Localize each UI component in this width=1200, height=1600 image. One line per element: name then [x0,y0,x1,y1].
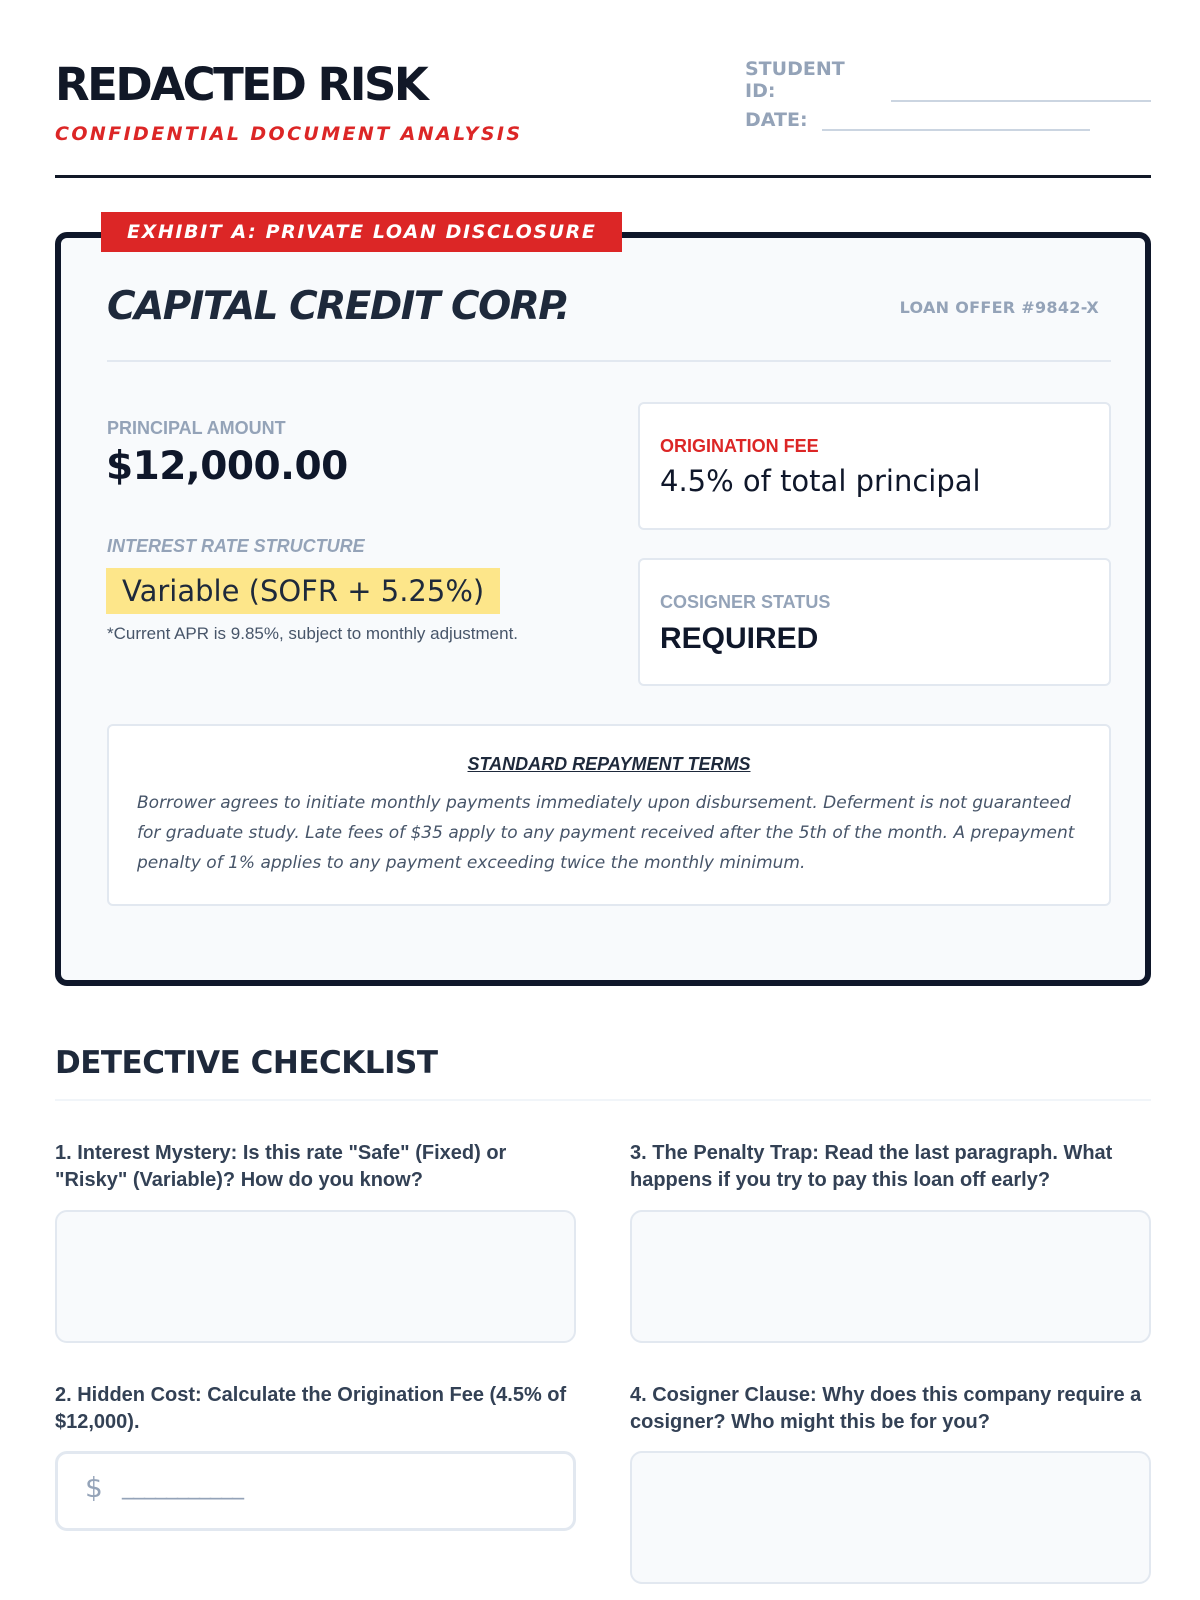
origination-fee-value: 4.5% of total principal [660,464,981,498]
cosigner-status-label: COSIGNER STATUS [660,592,831,612]
origination-fee-label: ORIGINATION FEE [660,436,819,456]
company-name: CAPITAL CREDIT CORP. [107,284,569,329]
loan-offer-number: LOAN OFFER #9842-X [899,298,1099,317]
checklist-title: DETECTIVE CHECKLIST [55,1045,438,1081]
answer-box-3[interactable] [630,1210,1151,1343]
loan-disclosure-exhibit [55,232,1151,986]
interest-rate-value: Variable (SOFR + 5.25%) [106,568,500,614]
answer-box-2[interactable] [55,1451,576,1531]
exhibit-divider [107,360,1111,362]
repayment-terms-title: STANDARD REPAYMENT TERMS [467,754,751,774]
cosigner-status-card [638,558,1111,686]
origination-fee-card [638,402,1111,530]
apr-footnote: *Current APR is 9.85%, subject to monthly adjustment. [107,624,519,643]
interest-rate-label: INTEREST RATE STRUCTURE [107,536,365,556]
principal-value: $12,000.00 [106,444,348,489]
date-field[interactable] [822,105,1090,131]
worksheet-subtitle: CONFIDENTIAL DOCUMENT ANALYSIS [55,123,523,145]
date-row [745,105,1090,131]
question-2: 2. Hidden Cost: Calculate the Origination Fee (4.5% of $12,000). [55,1384,567,1433]
checklist-divider [55,1099,1151,1101]
question-4: 4. Cosigner Clause: Why does this company require a cosigner? Who might this be for you? [630,1384,1142,1433]
repayment-terms-box [107,724,1111,906]
repayment-terms-body: Borrower agrees to initiate monthly payments immediately upon disbursement. Deferment is not guaranteed for graduate study. Late fees of $35 apply to any payment received after the 5th of the month. A prepayment penalty of 1% applies to any payment exceeding twice the monthly minimum. [137,793,1075,873]
question-3: 3. The Penalty Trap: Read the last paragraph. What happens if you try to pay this loan off early? [630,1142,1113,1191]
date-label: DATE: [745,109,808,131]
answer-box-1[interactable] [55,1210,576,1343]
student-id-row [745,58,1151,102]
answer-box-4[interactable] [630,1451,1151,1584]
student-id-label: STUDENT ID: [745,58,845,102]
answer-blank-line: ___________ [122,1472,243,1500]
dollar-sign: $ [85,1471,103,1504]
student-id-field[interactable] [891,76,1151,102]
worksheet-title: REDACTED RISK [55,58,427,111]
cosigner-status-value: REQUIRED [660,622,819,655]
principal-label: PRINCIPAL AMOUNT [107,418,286,438]
worksheet-header [55,52,1151,178]
question-1: 1. Interest Mystery: Is this rate "Safe" (Fixed) or "Risky" (Variable)? How do you know? [55,1142,507,1191]
exhibit-tag: EXHIBIT A: PRIVATE LOAN DISCLOSURE [101,212,622,252]
